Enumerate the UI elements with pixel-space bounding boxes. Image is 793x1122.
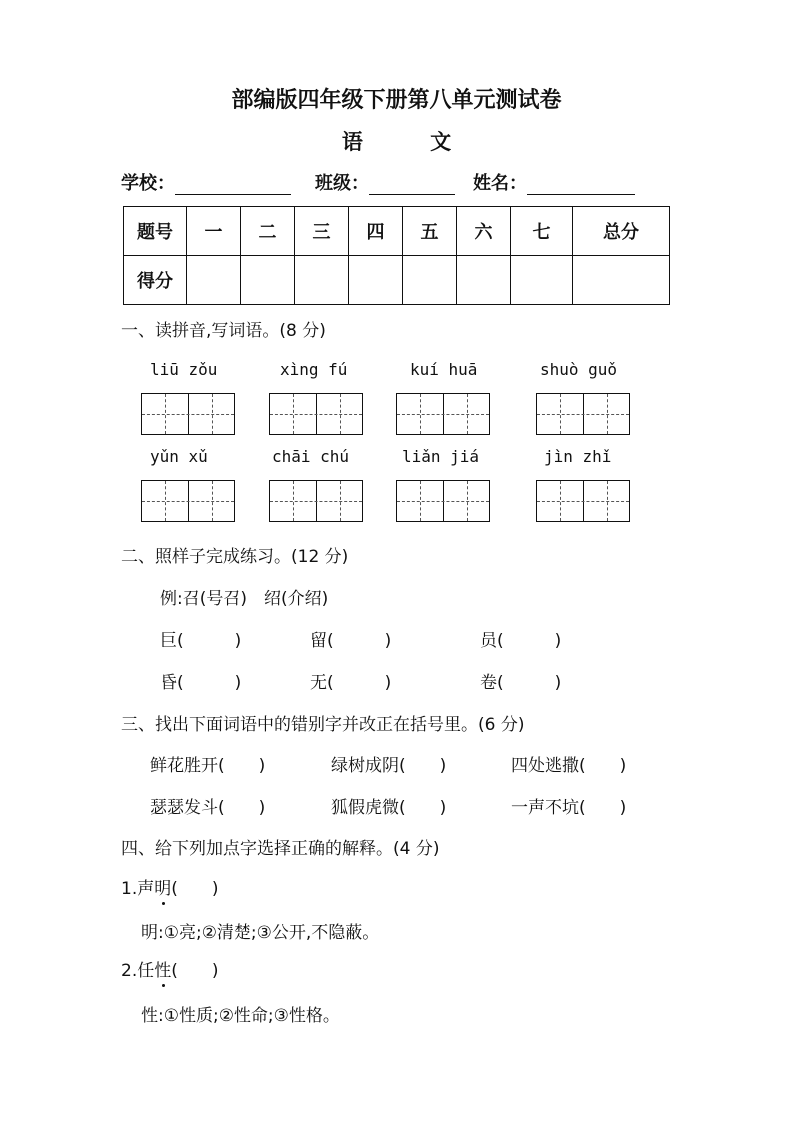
q4-options: 明:①亮;②清楚;③公开,不隐蔽。 bbox=[141, 923, 380, 943]
q1-heading: 一、读拼音,写词语。(8 分) bbox=[121, 321, 326, 341]
score-header-cell: 六 bbox=[457, 207, 511, 256]
pinyin-label: chāi chú bbox=[272, 447, 350, 466]
q3-item[interactable]: 绿树成阴( ) bbox=[331, 756, 447, 776]
q4-item-number: 2. bbox=[121, 961, 138, 981]
writing-grid[interactable] bbox=[396, 393, 490, 435]
score-value-row bbox=[124, 256, 670, 305]
school-field bbox=[121, 169, 291, 195]
score-header-cell: 七 bbox=[511, 207, 573, 256]
q2-item[interactable]: 巨( ) bbox=[160, 631, 242, 651]
name-field bbox=[473, 169, 635, 195]
q4-heading: 四、给下列加点字选择正确的解释。(4 分) bbox=[121, 839, 440, 859]
q4-item-number: 1. bbox=[121, 879, 138, 899]
name-label: 姓名： bbox=[473, 173, 527, 194]
score-cell[interactable] bbox=[457, 256, 511, 305]
pinyin-label: liū zǒu bbox=[150, 360, 218, 379]
score-cell[interactable] bbox=[187, 256, 241, 305]
score-table bbox=[123, 206, 670, 305]
score-cell[interactable] bbox=[511, 256, 573, 305]
pinyin-label: shuò guǒ bbox=[540, 360, 618, 379]
q3-item[interactable]: 四处逃撒( ) bbox=[511, 756, 627, 776]
exam-subject: 语 文 bbox=[341, 129, 482, 154]
q4-item[interactable] bbox=[121, 874, 219, 899]
writing-grid[interactable] bbox=[141, 393, 235, 435]
pinyin-label: xìng fú bbox=[280, 360, 348, 379]
pinyin-label: jìn zhǐ bbox=[544, 447, 612, 466]
score-header-cell: 二 bbox=[241, 207, 295, 256]
q4-options: 性:①性质;②性命;③性格。 bbox=[141, 1006, 340, 1026]
q4-word-part: 任 bbox=[137, 961, 155, 981]
score-header-cell: 四 bbox=[349, 207, 403, 256]
school-label: 学校： bbox=[121, 173, 175, 194]
score-header-cell: 题号 bbox=[124, 207, 187, 256]
score-cell[interactable] bbox=[295, 256, 349, 305]
class-blank bbox=[369, 174, 455, 195]
q2-item[interactable]: 留( ) bbox=[310, 631, 392, 651]
q3-item[interactable]: 鲜花胜开( ) bbox=[150, 756, 266, 776]
pinyin-label: kuí huā bbox=[410, 360, 478, 379]
class-field bbox=[315, 169, 455, 195]
q2-item[interactable]: 员( ) bbox=[480, 631, 562, 651]
q4-dotted-char: 明 bbox=[154, 874, 171, 899]
q2-item[interactable]: 昏( ) bbox=[160, 673, 242, 693]
score-cell[interactable] bbox=[573, 256, 670, 305]
q2-example: 例:召(号召) 绍(介绍) bbox=[160, 589, 329, 609]
q2-heading: 二、照样子完成练习。(12 分) bbox=[121, 547, 349, 567]
q3-item[interactable]: 狐假虎微( ) bbox=[331, 798, 447, 818]
writing-grid[interactable] bbox=[141, 480, 235, 522]
pinyin-label: yǔn xǔ bbox=[150, 447, 208, 466]
q3-heading: 三、找出下面词语中的错别字并改正在括号里。(6 分) bbox=[121, 715, 525, 735]
score-header-cell: 五 bbox=[403, 207, 457, 256]
exam-title: 部编版四年级下册第八单元测试卷 bbox=[231, 87, 562, 113]
q4-answer-brackets: ( ) bbox=[171, 961, 219, 981]
q4-item[interactable] bbox=[121, 956, 219, 981]
school-blank bbox=[175, 174, 291, 195]
q2-item[interactable]: 卷( ) bbox=[480, 673, 562, 693]
score-cell[interactable] bbox=[241, 256, 295, 305]
score-row-label: 得分 bbox=[124, 256, 187, 305]
pinyin-label: liǎn jiá bbox=[402, 447, 480, 466]
writing-grid[interactable] bbox=[536, 480, 630, 522]
score-header-cell: 三 bbox=[295, 207, 349, 256]
score-header-cell: 总分 bbox=[573, 207, 670, 256]
q2-item[interactable]: 无( ) bbox=[310, 673, 392, 693]
writing-grid[interactable] bbox=[536, 393, 630, 435]
score-cell[interactable] bbox=[403, 256, 457, 305]
name-blank bbox=[527, 174, 635, 195]
q4-answer-brackets: ( ) bbox=[171, 879, 219, 899]
writing-grid[interactable] bbox=[269, 480, 363, 522]
score-cell[interactable] bbox=[349, 256, 403, 305]
writing-grid[interactable] bbox=[396, 480, 490, 522]
q4-word-part: 声 bbox=[137, 879, 155, 899]
q4-dotted-char: 性 bbox=[154, 956, 171, 981]
score-header-row bbox=[124, 207, 670, 256]
score-header-cell: 一 bbox=[187, 207, 241, 256]
q3-item[interactable]: 瑟瑟发斗( ) bbox=[150, 798, 266, 818]
class-label: 班级： bbox=[315, 173, 369, 194]
q3-item[interactable]: 一声不坑( ) bbox=[511, 798, 627, 818]
writing-grid[interactable] bbox=[269, 393, 363, 435]
